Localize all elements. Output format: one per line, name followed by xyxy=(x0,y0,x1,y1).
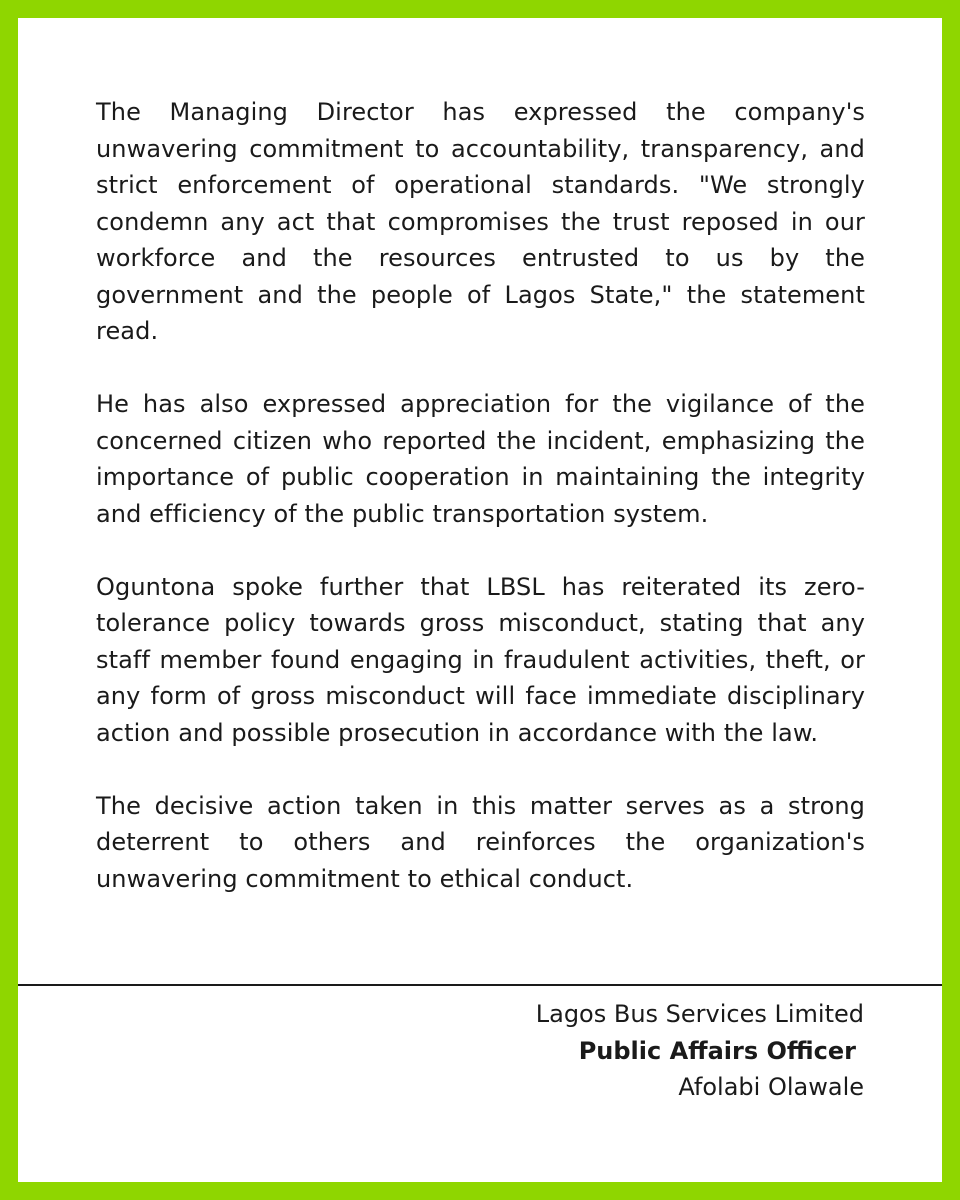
signature-block xyxy=(536,996,864,1106)
statement-paragraph-4: The decisive action taken in this matter serves as a strong deterrent to others and reinforces the organization's unwavering commitment to ethical conduct. xyxy=(96,791,865,893)
statement-body xyxy=(96,94,865,934)
signature-role: Public Affairs Officer xyxy=(578,1036,856,1065)
statement-paragraph-1: The Managing Director has expressed the company's unwavering commitment to accountability, transparency, and strict enforcement of operational standards. "We strongly condemn any act that compromises the trust reposed in our workforce and the resources entrusted to us by the government and the people of Lagos State," the statement read. xyxy=(96,98,865,345)
signature-divider xyxy=(18,984,942,986)
statement-paragraph-3: Oguntona spoke further that LBSL has reiterated its zero-tolerance policy towards gross misconduct, stating that any staff member found engaging in fraudulent activities, theft, or any form of gross misconduct will face immediate disciplinary action and possible prosecution in accordance with the law. xyxy=(96,572,865,747)
signature-organization: Lagos Bus Services Limited xyxy=(535,1000,864,1028)
signature-name: Afolabi Olawale xyxy=(678,1073,864,1101)
press-release-page xyxy=(18,18,942,1182)
statement-paragraph-2: He has also expressed appreciation for the vigilance of the concerned citizen who reported the incident, emphasizing the importance of public cooperation in maintaining the integrity and efficiency of the public transportation system. xyxy=(96,390,865,528)
